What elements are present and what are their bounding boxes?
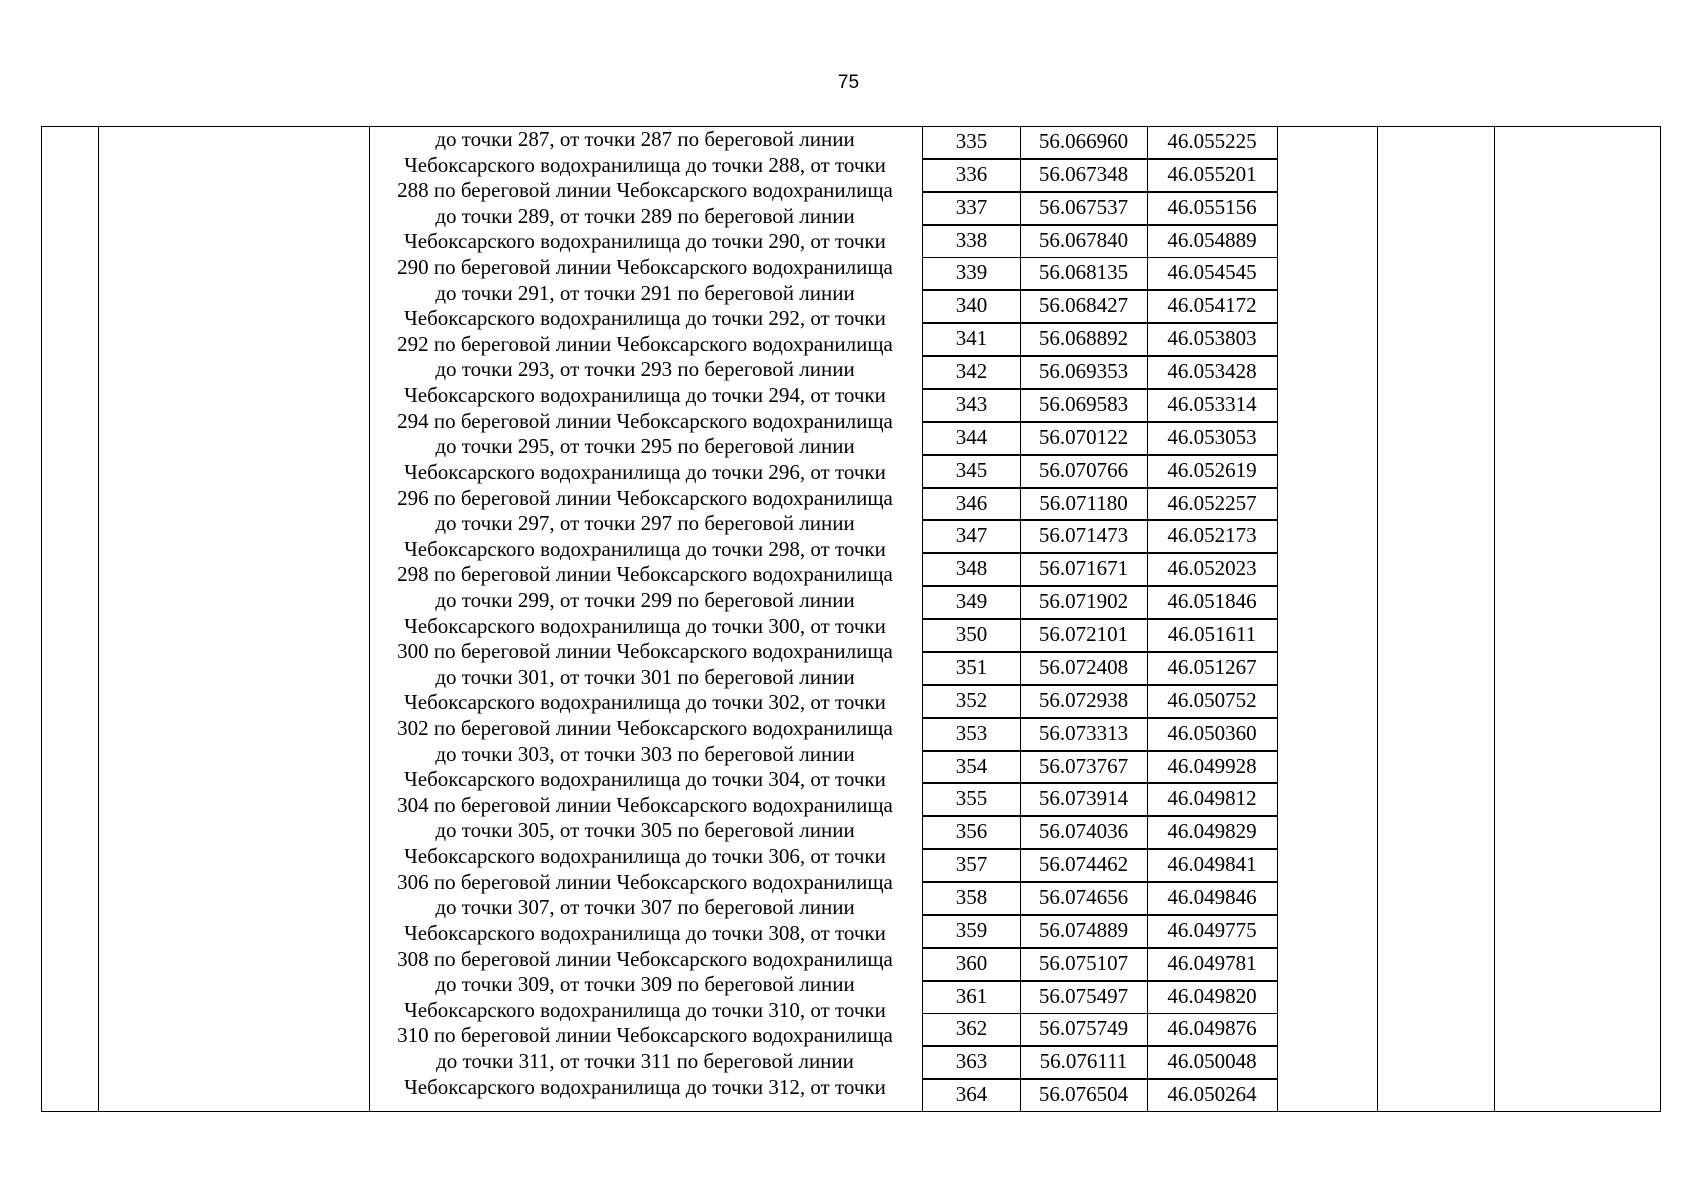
latitude-cell: 56.076504 — [1020, 1079, 1148, 1112]
latitude-cell: 56.072101 — [1020, 619, 1148, 652]
longitude-cell: 46.049928 — [1147, 751, 1278, 784]
point-number-cell: 346 — [922, 488, 1021, 521]
description-line: 294 по береговой линии Чебоксарского водохранилища — [397, 408, 893, 433]
description-line: до точки 311, от точки 311 по береговой линии — [436, 1048, 854, 1073]
longitude-cell: 46.054172 — [1147, 290, 1278, 323]
point-number-cell: 360 — [922, 948, 1021, 981]
latitude-cell: 56.074889 — [1020, 915, 1148, 948]
longitude-cell: 46.050264 — [1147, 1079, 1278, 1112]
latitude-cell: 56.068135 — [1020, 257, 1148, 290]
description-line: 304 по береговой линии Чебоксарского водохранилища — [397, 792, 893, 817]
coordinates-table — [41, 126, 1661, 1112]
latitude-cell: 56.067840 — [1020, 225, 1148, 258]
column-divider — [1377, 127, 1378, 1111]
latitude-cell: 56.071902 — [1020, 586, 1148, 619]
description-line: 296 по береговой линии Чебоксарского водохранилища — [397, 485, 893, 510]
description-line: Чебоксарского водохранилища до точки 294, от точки — [404, 383, 886, 408]
column-divider — [98, 127, 99, 1111]
point-number-cell: 341 — [922, 323, 1021, 356]
longitude-cell: 46.053053 — [1147, 422, 1278, 455]
longitude-cell: 46.049829 — [1147, 816, 1278, 849]
description-line: до точки 309, от точки 309 по береговой линии — [435, 972, 855, 997]
description-line: Чебоксарского водохранилища до точки 288, от точки — [404, 152, 886, 177]
longitude-cell: 46.055156 — [1147, 192, 1278, 225]
point-number-cell: 359 — [922, 915, 1021, 948]
longitude-cell: 46.050360 — [1147, 718, 1278, 751]
description-line: Чебоксарского водохранилища до точки 312, от точки — [404, 1074, 886, 1099]
point-number-cell: 342 — [922, 356, 1021, 389]
longitude-cell: 46.049812 — [1147, 783, 1278, 816]
description-line: до точки 307, от точки 307 по береговой линии — [435, 895, 855, 920]
latitude-cell: 56.072938 — [1020, 685, 1148, 718]
description-line: Чебоксарского водохранилища до точки 292, от точки — [404, 306, 886, 331]
page-number: 75 — [837, 72, 860, 93]
latitude-cell: 56.074462 — [1020, 849, 1148, 882]
longitude-cell: 46.051611 — [1147, 619, 1278, 652]
point-number-cell: 353 — [922, 718, 1021, 751]
point-number-cell: 350 — [922, 619, 1021, 652]
description-line: Чебоксарского водохранилища до точки 310, от точки — [404, 997, 886, 1022]
point-number-cell: 352 — [922, 685, 1021, 718]
longitude-cell: 46.049781 — [1147, 948, 1278, 981]
point-number-cell: 347 — [922, 520, 1021, 553]
longitude-cell: 46.053428 — [1147, 356, 1278, 389]
longitude-cell: 46.049846 — [1147, 882, 1278, 915]
boundary-description — [369, 127, 921, 1113]
longitude-cell: 46.053314 — [1147, 389, 1278, 422]
description-line: до точки 295, от точки 295 по береговой линии — [435, 434, 855, 459]
description-line: Чебоксарского водохранилища до точки 308, от точки — [404, 920, 886, 945]
point-number-cell: 343 — [922, 389, 1021, 422]
description-line: до точки 287, от точки 287 по береговой линии — [435, 127, 855, 151]
point-number-cell: 339 — [922, 257, 1021, 290]
point-number-cell: 354 — [922, 751, 1021, 784]
longitude-cell: 46.051846 — [1147, 586, 1278, 619]
description-line: 306 по береговой линии Чебоксарского водохранилища — [397, 869, 893, 894]
longitude-cell: 46.052619 — [1147, 455, 1278, 488]
latitude-cell: 56.075749 — [1020, 1013, 1148, 1046]
description-line: до точки 297, от точки 297 по береговой линии — [435, 511, 855, 536]
point-number-cell: 345 — [922, 455, 1021, 488]
description-line: Чебоксарского водохранилища до точки 304, от точки — [404, 767, 886, 792]
description-line: Чебоксарского водохранилища до точки 290, от точки — [404, 229, 886, 254]
point-number-cell: 356 — [922, 816, 1021, 849]
description-line: Чебоксарского водохранилища до точки 296, от точки — [404, 459, 886, 484]
point-number-cell: 337 — [922, 192, 1021, 225]
longitude-cell: 46.049775 — [1147, 915, 1278, 948]
point-number-cell: 364 — [922, 1079, 1021, 1112]
point-number-cell: 363 — [922, 1046, 1021, 1079]
point-number-cell: 357 — [922, 849, 1021, 882]
column-divider — [1494, 127, 1495, 1111]
latitude-cell: 56.076111 — [1020, 1046, 1148, 1079]
latitude-cell: 56.073313 — [1020, 718, 1148, 751]
longitude-cell: 46.052257 — [1147, 488, 1278, 521]
longitude-cell: 46.054889 — [1147, 225, 1278, 258]
point-number-cell: 361 — [922, 981, 1021, 1014]
point-number-cell: 362 — [922, 1013, 1021, 1046]
description-line: Чебоксарского водохранилища до точки 302, от точки — [404, 690, 886, 715]
longitude-cell: 46.049876 — [1147, 1013, 1278, 1046]
latitude-cell: 56.073767 — [1020, 751, 1148, 784]
longitude-cell: 46.055201 — [1147, 159, 1278, 192]
description-line: до точки 305, от точки 305 по береговой линии — [435, 818, 855, 843]
longitude-cell: 46.050752 — [1147, 685, 1278, 718]
longitude-cell: 46.054545 — [1147, 257, 1278, 290]
latitude-cell: 56.070766 — [1020, 455, 1148, 488]
latitude-cell: 56.070122 — [1020, 422, 1148, 455]
point-number-cell: 340 — [922, 290, 1021, 323]
longitude-cell: 46.055225 — [1147, 126, 1278, 159]
latitude-cell: 56.071671 — [1020, 553, 1148, 586]
description-line: Чебоксарского водохранилища до точки 306, от точки — [404, 844, 886, 869]
latitude-cell: 56.068892 — [1020, 323, 1148, 356]
description-line: 300 по береговой линии Чебоксарского водохранилища — [397, 639, 893, 664]
description-line: 288 по береговой линии Чебоксарского водохранилища — [397, 178, 893, 203]
latitude-cell: 56.074656 — [1020, 882, 1148, 915]
longitude-cell: 46.051267 — [1147, 652, 1278, 685]
latitude-cell: 56.069353 — [1020, 356, 1148, 389]
description-line: до точки 303, от точки 303 по береговой линии — [435, 741, 855, 766]
description-line: до точки 301, от точки 301 по береговой линии — [435, 664, 855, 689]
description-line: до точки 291, от точки 291 по береговой линии — [435, 280, 855, 305]
description-line: до точки 299, от точки 299 по береговой линии — [435, 587, 855, 612]
point-number-cell: 358 — [922, 882, 1021, 915]
longitude-cell: 46.049841 — [1147, 849, 1278, 882]
point-number-cell: 351 — [922, 652, 1021, 685]
point-number-cell: 349 — [922, 586, 1021, 619]
latitude-cell: 56.068427 — [1020, 290, 1148, 323]
description-line: Чебоксарского водохранилища до точки 298, от точки — [404, 536, 886, 561]
latitude-cell: 56.071473 — [1020, 520, 1148, 553]
latitude-cell: 56.074036 — [1020, 816, 1148, 849]
description-line: 292 по береговой линии Чебоксарского водохранилища — [397, 331, 893, 356]
point-number-cell: 344 — [922, 422, 1021, 455]
description-line: 290 по береговой линии Чебоксарского водохранилища — [397, 255, 893, 280]
point-number-cell: 348 — [922, 553, 1021, 586]
description-line: 302 по береговой линии Чебоксарского водохранилища — [397, 716, 893, 741]
latitude-cell: 56.075107 — [1020, 948, 1148, 981]
description-line: Чебоксарского водохранилища до точки 300, от точки — [404, 613, 886, 638]
longitude-cell: 46.052173 — [1147, 520, 1278, 553]
latitude-cell: 56.067537 — [1020, 192, 1148, 225]
latitude-cell: 56.067348 — [1020, 159, 1148, 192]
latitude-cell: 56.075497 — [1020, 981, 1148, 1014]
description-line: 310 по береговой линии Чебоксарского водохранилища — [397, 1023, 893, 1048]
longitude-cell: 46.052023 — [1147, 553, 1278, 586]
latitude-cell: 56.071180 — [1020, 488, 1148, 521]
latitude-cell: 56.072408 — [1020, 652, 1148, 685]
point-number-cell: 336 — [922, 159, 1021, 192]
description-line: до точки 289, от точки 289 по береговой линии — [435, 203, 855, 228]
description-line: 298 по береговой линии Чебоксарского водохранилища — [397, 562, 893, 587]
longitude-cell: 46.049820 — [1147, 981, 1278, 1014]
latitude-cell: 56.066960 — [1020, 126, 1148, 159]
longitude-cell: 46.050048 — [1147, 1046, 1278, 1079]
longitude-cell: 46.053803 — [1147, 323, 1278, 356]
point-number-cell: 355 — [922, 783, 1021, 816]
point-number-cell: 335 — [922, 126, 1021, 159]
description-line: до точки 293, от точки 293 по береговой линии — [435, 357, 855, 382]
latitude-cell: 56.069583 — [1020, 389, 1148, 422]
point-number-cell: 338 — [922, 225, 1021, 258]
description-line: 308 по береговой линии Чебоксарского водохранилища — [397, 946, 893, 971]
latitude-cell: 56.073914 — [1020, 783, 1148, 816]
